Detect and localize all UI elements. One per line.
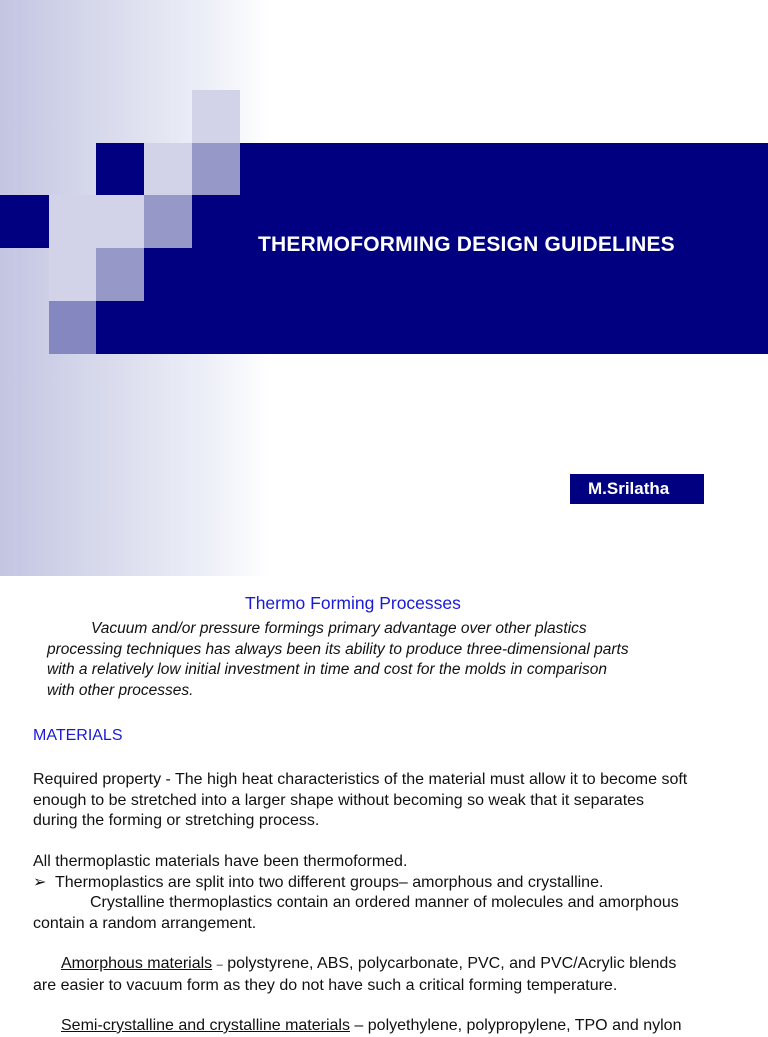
amorphous-text: polystyrene, ABS, polycarbonate, PVC, and PVC/Acrylic blends	[222, 955, 677, 972]
paragraph-line: Crystalline thermoplastics contain an ordered manner of molecules and amorphous	[90, 894, 679, 911]
semi-crystalline-term: Semi-crystalline and crystalline materials	[61, 1017, 350, 1034]
paragraph-line: All thermoplastic materials have been thermoformed.	[33, 853, 408, 870]
paragraph-line	[33, 1016, 743, 1037]
section-title: Thermo Forming Processes	[245, 593, 461, 613]
decor-square	[144, 143, 192, 195]
decor-square	[96, 195, 144, 248]
dash: –	[216, 959, 223, 971]
decor-square	[144, 195, 192, 248]
intro-line: with a relatively low initial investment in time and cost for the molds in comparison	[47, 661, 607, 678]
author-name: M.Srilatha	[570, 474, 704, 504]
paragraph-line: are easier to vacuum form as they do not have such a critical forming temperature.	[33, 976, 618, 994]
amorphous-term: Amorphous materials	[61, 955, 213, 972]
materials-heading: MATERIALS	[33, 727, 123, 744]
decor-square	[49, 195, 96, 248]
bullet-text: Thermoplastics are split into two different groups– amorphous and crystalline.	[55, 873, 604, 891]
intro-line: with other processes.	[47, 681, 194, 699]
intro-line: processing techniques has always been its ability to produce three-dimensional parts	[47, 640, 629, 658]
decor-square	[96, 248, 144, 301]
paragraph-line: contain a random arrangement.	[33, 914, 257, 932]
left-accent-bar	[0, 195, 49, 248]
arrow-bullet-icon: ➢	[33, 873, 47, 891]
paragraph-line: Required property - The high heat characteristics of the material must allow it to become soft	[33, 771, 688, 788]
required-property-paragraph	[33, 770, 743, 832]
intro-paragraph	[47, 619, 747, 701]
decor-square	[49, 248, 96, 301]
thermoplastics-paragraph	[33, 852, 743, 934]
decor-square	[49, 301, 96, 354]
blank-line	[33, 996, 743, 1016]
paragraph-line: enough to be stretched into a larger shape without becoming so weak that it separates	[33, 791, 645, 809]
document-content	[0, 576, 768, 1034]
amorphous-paragraph	[33, 954, 743, 1037]
semi-crystalline-text: – polyethylene, polypropylene, TPO and nylon	[349, 1017, 682, 1034]
bullet-item	[33, 873, 743, 894]
decor-square	[192, 143, 240, 195]
decor-square	[192, 90, 240, 143]
slide-title: THERMOFORMING DESIGN GUIDELINES	[258, 233, 675, 256]
intro-line: Vacuum and/or pressure formings primary advantage over other plastics	[91, 620, 587, 637]
paragraph-line: during the forming or stretching process.	[33, 812, 320, 829]
paragraph-line	[33, 954, 743, 976]
